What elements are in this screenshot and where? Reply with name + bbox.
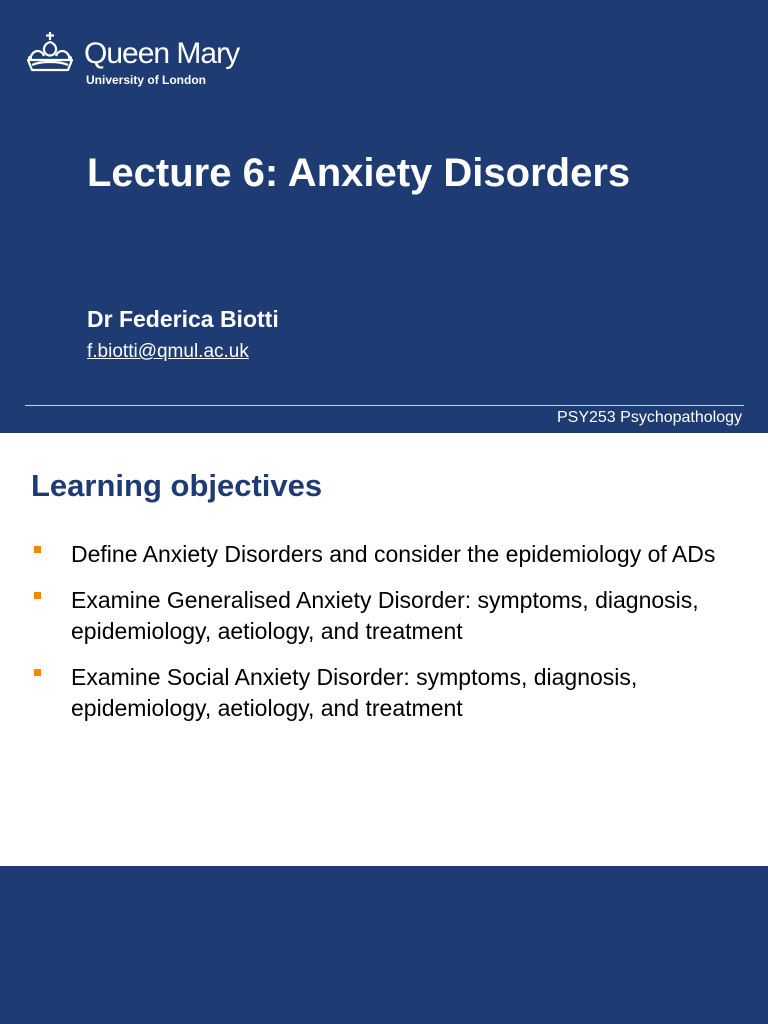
- bullet-icon: [34, 669, 41, 676]
- lecture-title: Lecture 6: Anxiety Disorders: [87, 151, 631, 195]
- bullet-icon: [34, 592, 41, 599]
- university-logo: [24, 30, 244, 92]
- logo-subtitle: University of London: [86, 73, 206, 87]
- list-item: [34, 585, 744, 647]
- objective-text: Define Anxiety Disorders and consider the epidemiology of ADs: [71, 541, 716, 567]
- bullet-icon: [34, 546, 41, 553]
- author-email-link[interactable]: f.biotti@qmul.ac.uk: [87, 341, 249, 362]
- objective-text: Examine Generalised Anxiety Disorder: symptoms, diagnosis, epidemiology, aetiology, and treatment: [71, 587, 699, 644]
- author-name: Dr Federica Biotti: [87, 306, 279, 332]
- objectives-heading: Learning objectives: [31, 468, 323, 503]
- objectives-slide: [0, 433, 768, 866]
- crown-icon: [24, 30, 76, 76]
- footer-divider: [25, 405, 744, 406]
- list-item: [34, 662, 744, 724]
- list-item: [34, 539, 744, 570]
- objective-text: Examine Social Anxiety Disorder: symptoms, diagnosis, epidemiology, aetiology, and treatment: [71, 664, 638, 721]
- logo-name: Queen Mary: [84, 37, 240, 70]
- title-slide: [0, 0, 768, 433]
- next-slide-band: [0, 866, 768, 1024]
- objectives-list: [34, 539, 744, 739]
- course-label: PSY253 Psychopathology: [556, 409, 742, 426]
